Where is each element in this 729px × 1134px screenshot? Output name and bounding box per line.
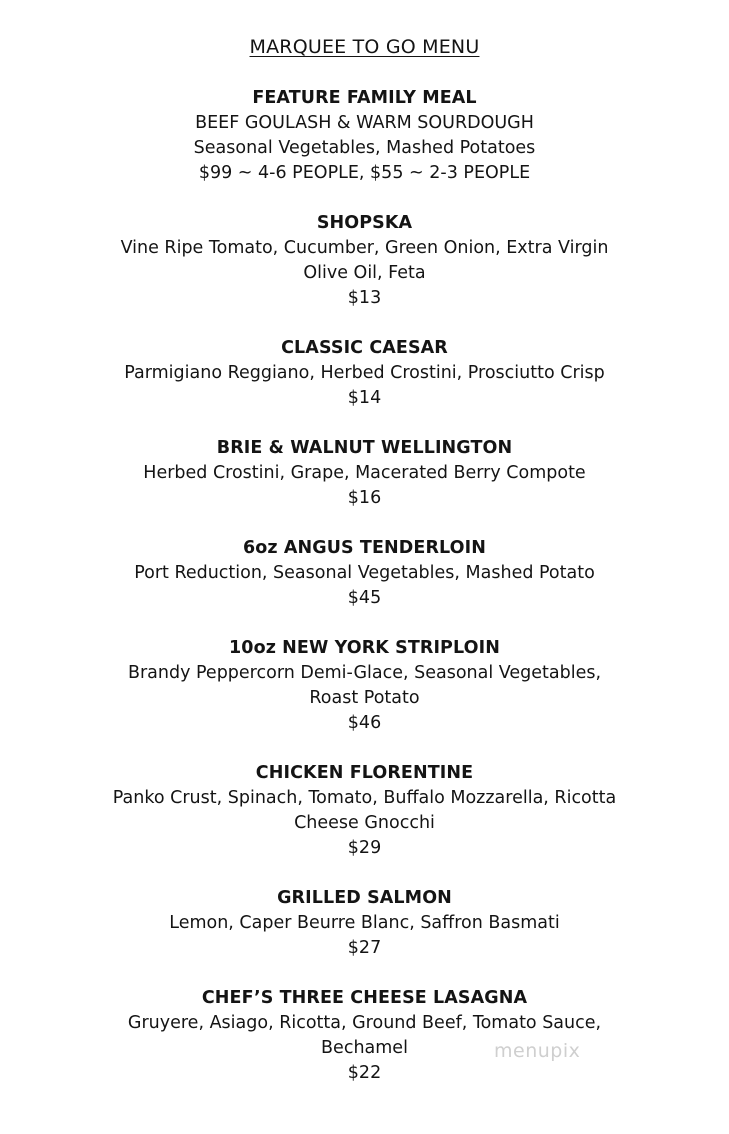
menu-item-name: FEATURE FAMILY MEAL [252,88,477,108]
menu-item-three-cheese-lasagna [0,986,729,1086]
menu-item-description: Port Reduction, Seasonal Vegetables, Mashed Potato [134,563,595,583]
menu-item-description: Lemon, Caper Beurre Blanc, Saffron Basmati [169,913,560,933]
menu-item-description: Vine Ripe Tomato, Cucumber, Green Onion, Extra Virgin [120,238,609,258]
menu-item-price: $16 [347,488,382,508]
menu-item-name: CLASSIC CAESAR [281,338,448,358]
menu-item-classic-caesar [0,336,729,411]
menu-item-description: Gruyere, Asiago, Ricotta, Ground Beef, Tomato Sauce, [127,1013,602,1033]
menu-item-price: $13 [347,288,382,308]
menu-item-name: CHICKEN FLORENTINE [255,763,474,783]
menu-item-description: Bechamel [321,1038,408,1058]
menu-item-description: Roast Potato [309,688,420,708]
menupix-watermark: menupix [494,1040,581,1062]
menu-item-price: $27 [347,938,382,958]
menu-item-chicken-florentine [0,761,729,861]
menu-item-shopska [0,211,729,311]
menu-item-price: $14 [347,388,382,408]
menu-item-name: SHOPSKA [316,213,413,233]
menu-item-name: 10oz NEW YORK STRIPLOIN [229,638,500,658]
menu-item-price: $45 [347,588,382,608]
menu-item-description: Parmigiano Reggiano, Herbed Crostini, Prosciutto Crisp [124,363,605,383]
menu-item-price: $29 [347,838,382,858]
menu-item-price: $99 ~ 4-6 PEOPLE, $55 ~ 2-3 PEOPLE [198,163,531,183]
menu-item-name: BRIE & WALNUT WELLINGTON [216,438,513,458]
menu-item-new-york-striploin [0,636,729,736]
menu-item-price: $46 [347,713,382,733]
menu-item-description: Brandy Peppercorn Demi-Glace, Seasonal Vegetables, [127,663,602,683]
menu-item-description: BEEF GOULASH & WARM SOURDOUGH [195,113,534,133]
menu-title: MARQUEE TO GO MENU [249,36,480,58]
menu-item-description: Cheese Gnocchi [294,813,435,833]
menu-item-description: Olive Oil, Feta [303,263,426,283]
menu-item-brie-walnut-wellington [0,436,729,511]
menu-item-description: Seasonal Vegetables, Mashed Potatoes [193,138,536,158]
menu-item-description: Herbed Crostini, Grape, Macerated Berry Compote [143,463,586,483]
menu-item-description: Panko Crust, Spinach, Tomato, Buffalo Mozzarella, Ricotta [112,788,617,808]
menu-item-grilled-salmon [0,886,729,961]
menu-item-name: GRILLED SALMON [277,888,452,908]
menu-item-feature-family-meal [0,86,729,186]
menu-item-name: CHEF’S THREE CHEESE LASAGNA [201,988,528,1008]
menu-item-price: $22 [347,1063,382,1083]
menu-item-name: 6oz ANGUS TENDERLOIN [243,538,486,558]
menu-item-angus-tenderloin [0,536,729,611]
